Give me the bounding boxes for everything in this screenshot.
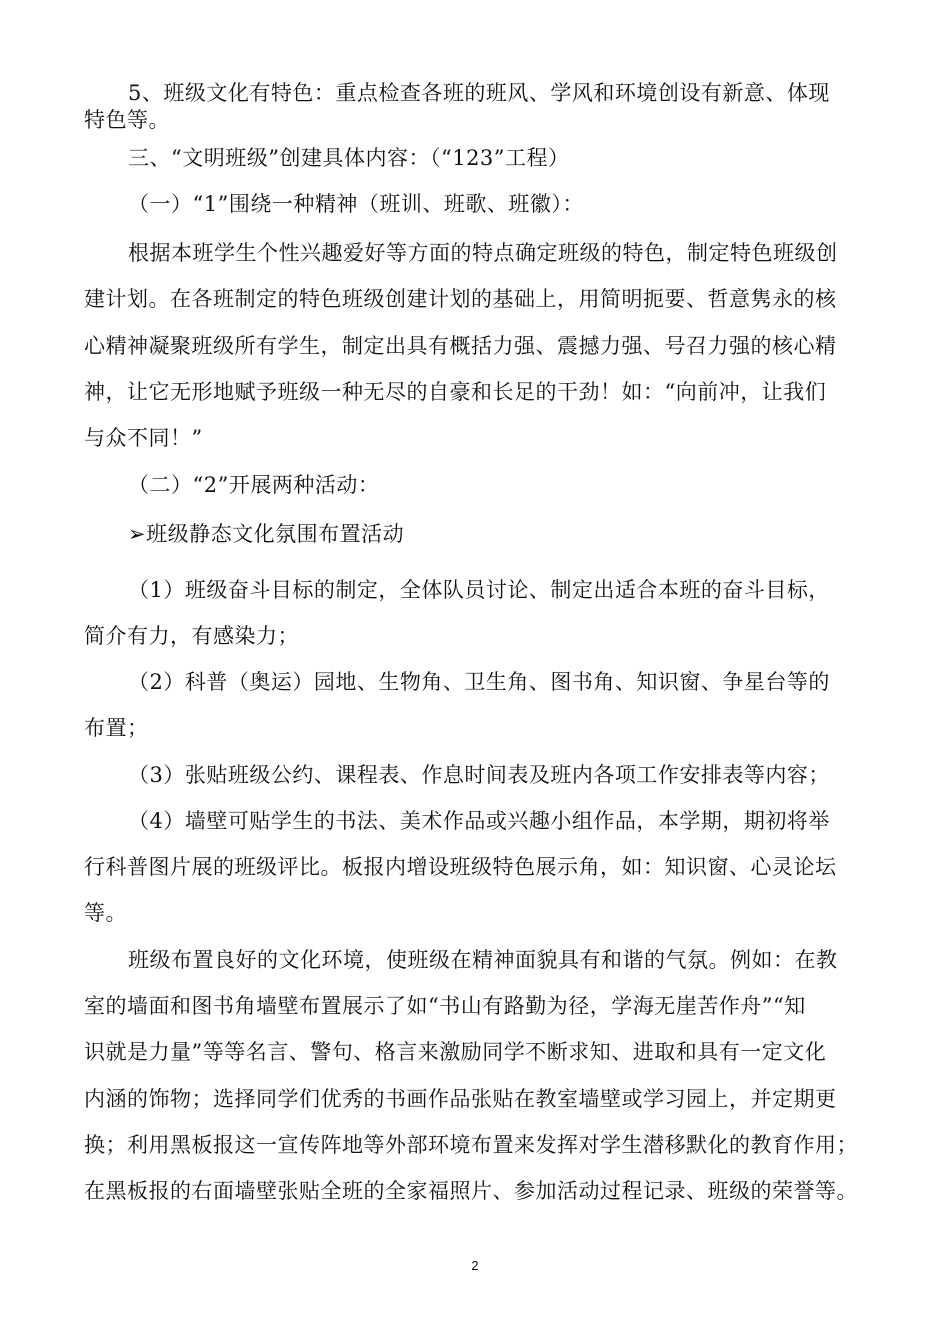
section-heading-3: 三、“文明班级”创建具体内容：（“123”工程） (128, 146, 570, 170)
text-line-1: 5、班级文化有特色：重点检查各班的班风、学风和环境创设有新意、体现 (128, 81, 830, 105)
text-line-22: 识就是力量”等等名言、警句、格言来激励同学不断求知、进取和具有一定文化 (84, 1040, 827, 1064)
text-line-14: （2）科普（奥运）园地、生物角、卫生角、图书角、知识窗、争星台等的 (128, 670, 830, 694)
text-line-25: 在黑板报的右面墙壁张贴全班的全家福照片、参加活动过程记录、班级的荣誉等。 (84, 1179, 858, 1203)
text-line-2: 特色等。 (84, 108, 170, 132)
text-line-19: 等。 (84, 901, 127, 925)
text-line-21: 室的墙面和图书角墙壁布置展示了如“书山有路勤为径，学海无崖苦作舟”“知 (84, 994, 806, 1018)
subsection-heading-2: （二）“2”开展两种活动： (128, 473, 380, 497)
text-line-23: 内涵的饰物；选择同学们优秀的书画作品张贴在教室墙壁或学习园上，并定期更 (84, 1087, 837, 1111)
text-line-12: （1）班级奋斗目标的制定，全体队员讨论、制定出适合本班的奋斗目标， (128, 578, 830, 602)
text-line-15: 布置； (84, 716, 149, 740)
bullet-item-static-culture: ➢班级静态文化氛围布置活动 (128, 522, 405, 546)
text-line-16: （3）张贴班级公约、课程表、作息时间表及班内各项工作安排表等内容； (128, 763, 830, 787)
text-line-6: 建计划。在各班制定的特色班级创建计划的基础上，用简明扼要、哲意隽永的核 (84, 287, 837, 311)
page-number: 2 (471, 1258, 479, 1273)
text-line-17: （4）墙壁可贴学生的书法、美术作品或兴趣小组作品，本学期，期初将举 (128, 809, 830, 833)
text-line-7: 心精神凝聚班级所有学生，制定出具有概括力强、震撼力强、号召力强的核心精 (84, 334, 837, 358)
text-line-20: 班级布置良好的文化环境，使班级在精神面貌具有和谐的气氛。例如：在教 (128, 948, 838, 972)
text-line-9: 与众不同！” (84, 426, 203, 450)
text-line-8: 神，让它无形地赋予班级一种无尽的自豪和长足的干劲！如：“向前冲，让我们 (84, 380, 827, 404)
text-line-13: 简介有力，有感染力； (84, 624, 299, 648)
text-line-18: 行科普图片展的班级评比。板报内增设班级特色展示角，如：知识窗、心灵论坛 (84, 855, 837, 879)
subsection-heading-1: （一）“1”围绕一种精神（班训、班歌、班徽）： (128, 192, 584, 216)
text-line-24: 换；利用黑板报这一宣传阵地等外部环境布置来发挥对学生潜移默化的教育作用； (84, 1133, 858, 1157)
text-line-5: 根据本班学生个性兴趣爱好等方面的特点确定班级的特色，制定特色班级创 (128, 241, 838, 265)
